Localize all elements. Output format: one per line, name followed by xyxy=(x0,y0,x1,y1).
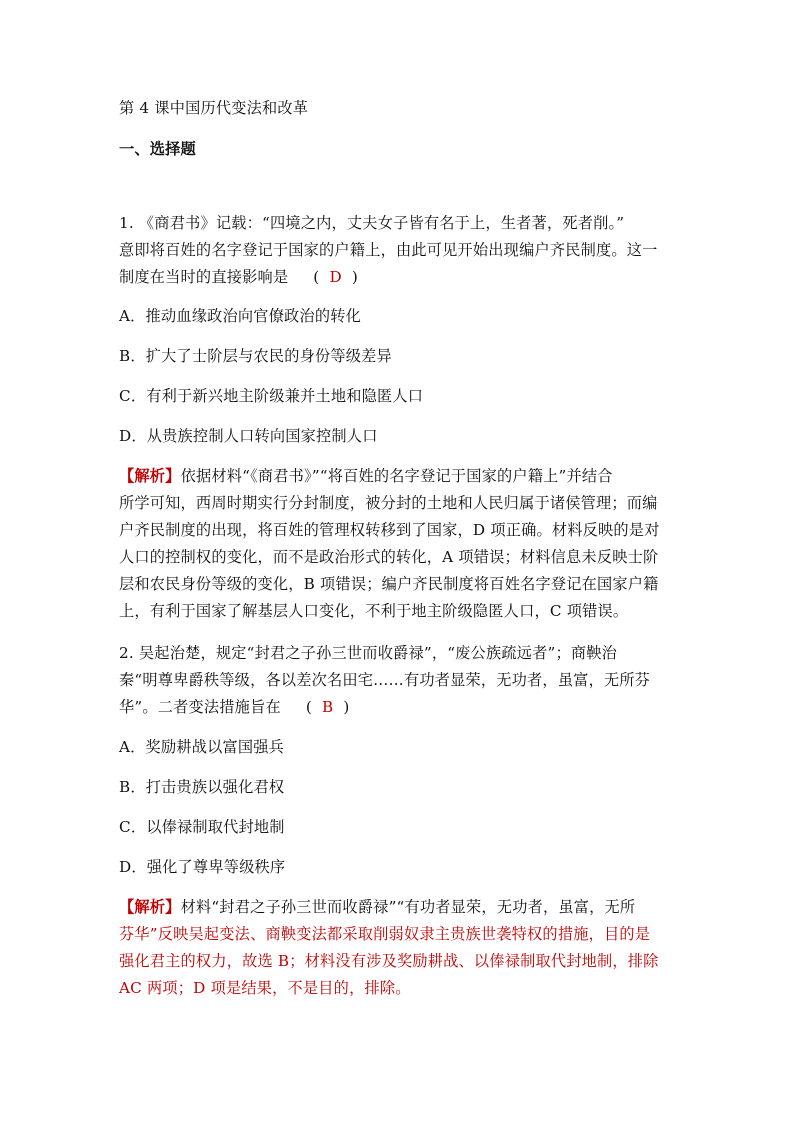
question-stem-line: 华”。二者变法措施旨在 ( B ) xyxy=(119,698,350,716)
analysis-label: 【解析】 xyxy=(119,467,181,485)
analysis-line: AC 两项；D 项是结果，不是目的，排除。 xyxy=(119,979,411,997)
option-a: A．推动血缘政治向官僚政治的转化 xyxy=(119,307,361,325)
analysis-label: 【解析】 xyxy=(119,898,181,916)
question-stem-line: 制度在当时的直接影响是 ( D ) xyxy=(119,268,358,286)
option-a: A．奖励耕战以富国强兵 xyxy=(119,738,285,756)
question-stem-tail: 制度在当时的直接影响是 xyxy=(119,268,289,286)
answer-letter: D xyxy=(329,268,342,286)
question-stem-line: 意即将百姓的名字登记于国家的户籍上，由此可见开始出现编户齐民制度。这一 xyxy=(119,241,658,259)
analysis-line: 上，有利于国家了解基层人口变化，不利于地主阶级隐匿人口，C 项错误。 xyxy=(119,602,629,620)
option-b: B．打击贵族以强化君权 xyxy=(119,778,285,796)
analysis-text: 材料“封君之子孙三世而收爵禄”“有功者显荣，无功者，虽富，无所 xyxy=(180,898,636,916)
analysis-line xyxy=(119,465,613,487)
option-c: C．有利于新兴地主阶级兼并土地和隐匿人口 xyxy=(119,387,424,405)
analysis-line: 强化君主的权力，故选 B；材料没有涉及奖励耕战、以俸禄制取代封地制，排除 xyxy=(119,952,659,970)
analysis-line: 层和农民身份等级的变化，B 项错误；编户齐民制度将百姓名字登记在国家户籍 xyxy=(119,575,659,593)
answer-letter: B xyxy=(322,698,334,716)
question-stem-line: 1. 《商君书》记载：“四境之内，丈夫女子皆有名于上，生者著，死者削。” xyxy=(119,214,625,232)
analysis-line: 芬华”反映吴起变法、商鞅变法都采取削弱奴隶主贵族世袭特权的措施，目的是 xyxy=(119,925,651,943)
section-heading: 一、选择题 xyxy=(119,140,196,158)
analysis-line: 所学可知，西周时期实行分封制度，被分封的土地和人民归属于诸侯管理；而编 xyxy=(119,494,658,512)
option-b: B．扩大了士阶层与农民的身份等级差异 xyxy=(119,347,392,365)
question-stem-tail: 华”。二者变法措施旨在 xyxy=(119,698,281,716)
question-stem-line: 2. 吴起治楚，规定“封君之子孙三世而收爵禄”，“废公族疏远者”；商鞅治 xyxy=(119,644,618,662)
analysis-line: 人口的控制权的变化，而不是政治形式的转化，A 项错误；材料信息未反映士阶 xyxy=(119,548,659,566)
option-d: D．强化了尊卑等级秩序 xyxy=(119,858,286,876)
question-stem-line: 秦“明尊卑爵秩等级，各以差次名田宅……有功者显荣，无功者，虽富，无所芬 xyxy=(119,671,651,689)
option-d: D．从贵族控制人口转向国家控制人口 xyxy=(119,427,378,445)
lesson-title: 第 4 课中国历代变法和改革 xyxy=(119,99,309,117)
analysis-text: 依据材料“《商君书》”“将百姓的名字登记于国家的户籍上”并结合 xyxy=(180,467,613,485)
analysis-line xyxy=(119,896,635,918)
analysis-line: 户齐民制度的出现，将百姓的管理权转移到了国家，D 项正确。材料反映的是对 xyxy=(119,521,660,539)
option-c: C．以俸禄制取代封地制 xyxy=(119,818,285,836)
